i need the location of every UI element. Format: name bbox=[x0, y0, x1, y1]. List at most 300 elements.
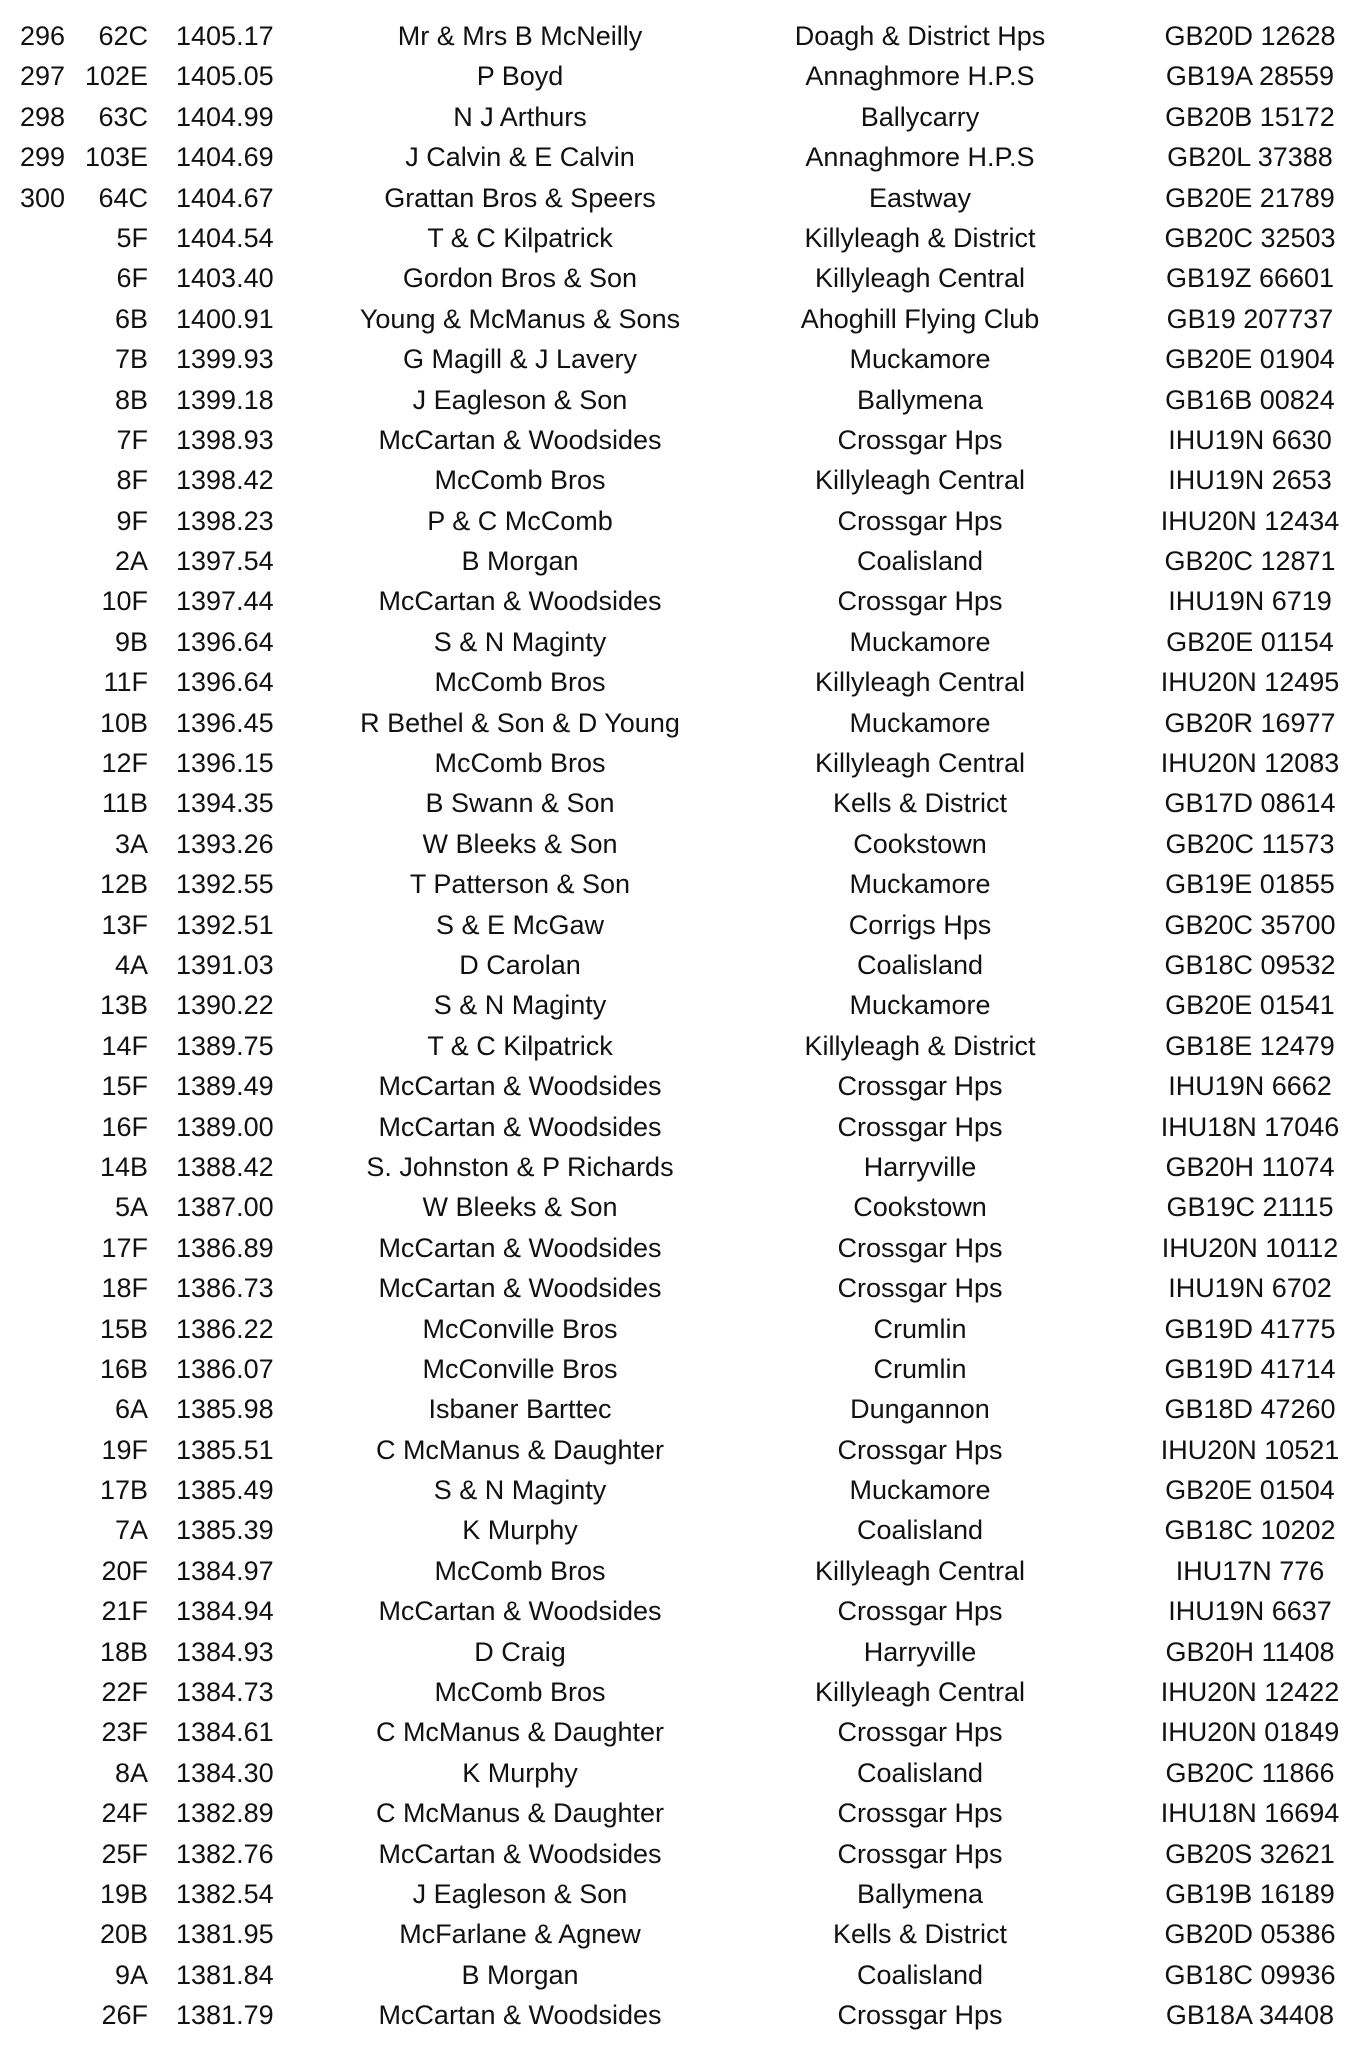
club-cell: Killyleagh Central bbox=[814, 1555, 1026, 1586]
fancier-name-cell: S. Johnston & P Richards bbox=[366, 1151, 674, 1182]
table-row bbox=[0, 622, 1365, 662]
velocity-cell: 1398.93 bbox=[176, 424, 274, 455]
club-cell: Muckamore bbox=[849, 869, 991, 900]
section-cell: 4A bbox=[114, 949, 148, 980]
velocity-cell: 1391.03 bbox=[176, 949, 274, 980]
position-cell: 299 bbox=[20, 142, 66, 173]
ring-number-cell: GB19 207737 bbox=[1166, 303, 1334, 334]
section-cell: 22F bbox=[101, 1677, 148, 1708]
club-cell: Ballymena bbox=[856, 1878, 984, 1909]
ring-number-cell: GB20E 01154 bbox=[1166, 626, 1334, 657]
fancier-name-cell: McComb Bros bbox=[434, 465, 606, 496]
velocity-cell: 1399.93 bbox=[176, 344, 274, 375]
ring-number-cell: GB20B 15172 bbox=[1165, 101, 1335, 132]
fancier-name-cell: McCartan & Woodsides bbox=[378, 1232, 662, 1263]
club-cell: Crossgar Hps bbox=[837, 424, 1003, 455]
fancier-name-cell: McCartan & Woodsides bbox=[378, 586, 662, 617]
table-row bbox=[0, 1995, 1365, 2035]
fancier-name-cell: T Patterson & Son bbox=[409, 869, 631, 900]
fancier-name-cell: Isbaner Barttec bbox=[428, 1394, 612, 1425]
section-cell: 5F bbox=[116, 222, 148, 253]
section-cell: 11F bbox=[103, 667, 148, 698]
velocity-cell: 1396.64 bbox=[176, 667, 274, 698]
club-cell: Muckamore bbox=[849, 990, 991, 1021]
table-row bbox=[0, 1753, 1365, 1793]
fancier-name-cell: McCartan & Woodsides bbox=[378, 424, 662, 455]
club-cell: Killyleagh & District bbox=[804, 1030, 1036, 1061]
table-row bbox=[0, 541, 1365, 581]
section-cell: 6B bbox=[114, 303, 148, 334]
table-row bbox=[0, 1834, 1365, 1874]
section-cell: 17F bbox=[101, 1232, 148, 1263]
table-row bbox=[0, 1107, 1365, 1147]
section-cell: 63C bbox=[98, 101, 148, 132]
ring-number-cell: GB20S 32621 bbox=[1165, 1838, 1335, 1869]
club-cell: Coalisland bbox=[856, 1515, 984, 1546]
section-cell: 9A bbox=[114, 1959, 148, 1990]
table-row bbox=[0, 1591, 1365, 1631]
position-cell: 297 bbox=[20, 61, 66, 92]
ring-number-cell: IHU20N 10521 bbox=[1160, 1434, 1340, 1465]
fancier-name-cell: S & N Maginty bbox=[433, 1475, 607, 1506]
club-cell: Ballycarry bbox=[860, 101, 980, 132]
table-row bbox=[0, 1430, 1365, 1470]
fancier-name-cell: K Murphy bbox=[462, 1515, 578, 1546]
fancier-name-cell: Young & McManus & Sons bbox=[359, 303, 681, 334]
club-cell: Dungannon bbox=[850, 1394, 990, 1425]
section-cell: 13B bbox=[99, 990, 148, 1021]
table-row bbox=[0, 1470, 1365, 1510]
section-cell: 21F bbox=[101, 1596, 148, 1627]
velocity-cell: 1382.54 bbox=[176, 1878, 274, 1909]
ring-number-cell: GB20C 11573 bbox=[1165, 828, 1335, 859]
section-cell: 24F bbox=[101, 1798, 148, 1829]
club-cell: Coalisland bbox=[856, 546, 984, 577]
club-cell: Doagh & District Hps bbox=[794, 21, 1046, 51]
section-cell: 7A bbox=[114, 1515, 148, 1546]
velocity-cell: 1381.84 bbox=[176, 1959, 274, 1990]
ring-number-cell: IHU20N 01849 bbox=[1160, 1717, 1340, 1748]
fancier-name-cell: D Carolan bbox=[459, 949, 581, 980]
velocity-cell: 1397.54 bbox=[176, 546, 274, 577]
ring-number-cell: IHU20N 12422 bbox=[1160, 1677, 1340, 1708]
fancier-name-cell: D Craig bbox=[474, 1636, 566, 1667]
club-cell: Ballymena bbox=[856, 384, 984, 415]
ring-number-cell: IHU19N 6630 bbox=[1168, 424, 1332, 455]
velocity-cell: 1404.69 bbox=[176, 142, 274, 173]
table-row bbox=[0, 1955, 1365, 1995]
velocity-cell: 1385.51 bbox=[176, 1434, 274, 1465]
club-cell: Killyleagh Central bbox=[814, 667, 1026, 698]
velocity-cell: 1392.51 bbox=[176, 909, 274, 940]
fancier-name-cell: B Swann & Son bbox=[425, 788, 615, 819]
club-cell: Killyleagh Central bbox=[814, 748, 1026, 779]
fancier-name-cell: McCartan & Woodsides bbox=[378, 1111, 662, 1142]
velocity-cell: 1384.93 bbox=[176, 1636, 274, 1667]
table-row bbox=[0, 460, 1365, 500]
table-row bbox=[0, 703, 1365, 743]
velocity-cell: 1405.17 bbox=[176, 21, 274, 51]
section-cell: 15F bbox=[101, 1071, 148, 1102]
table-row bbox=[0, 581, 1365, 621]
fancier-name-cell: P & C McComb bbox=[427, 505, 613, 536]
section-cell: 19F bbox=[101, 1434, 148, 1465]
position-cell: 300 bbox=[20, 182, 66, 213]
section-cell: 13F bbox=[101, 909, 148, 940]
fancier-name-cell: Grattan Bros & Speers bbox=[384, 182, 656, 213]
fancier-name-cell: T & C Kilpatrick bbox=[427, 222, 613, 253]
ring-number-cell: GB19A 28559 bbox=[1165, 61, 1335, 92]
ring-number-cell: IHU19N 6662 bbox=[1168, 1071, 1332, 1102]
ring-number-cell: GB20E 01904 bbox=[1165, 344, 1335, 375]
table-row bbox=[0, 1349, 1365, 1389]
club-cell: Killyleagh Central bbox=[814, 1677, 1026, 1708]
table-row bbox=[0, 16, 1365, 56]
fancier-name-cell: J Calvin & E Calvin bbox=[405, 142, 635, 173]
section-cell: 20F bbox=[101, 1555, 148, 1586]
section-cell: 2A bbox=[114, 546, 148, 577]
velocity-cell: 1381.95 bbox=[176, 1919, 274, 1950]
ring-number-cell: GB20H 11074 bbox=[1165, 1151, 1335, 1182]
club-cell: Crossgar Hps bbox=[837, 1596, 1003, 1627]
club-cell: Coalisland bbox=[856, 949, 984, 980]
fancier-name-cell: McCartan & Woodsides bbox=[378, 1596, 662, 1627]
fancier-name-cell: K Murphy bbox=[462, 1757, 578, 1788]
table-row bbox=[0, 1551, 1365, 1591]
section-cell: 12F bbox=[101, 748, 148, 779]
velocity-cell: 1389.00 bbox=[176, 1111, 274, 1142]
velocity-cell: 1404.54 bbox=[176, 222, 274, 253]
table-row bbox=[0, 662, 1365, 702]
section-cell: 26F bbox=[101, 2000, 148, 2031]
ring-number-cell: GB20C 11866 bbox=[1165, 1757, 1335, 1788]
ring-number-cell: IHU20N 12083 bbox=[1160, 748, 1340, 779]
velocity-cell: 1386.22 bbox=[176, 1313, 274, 1344]
table-row bbox=[0, 1793, 1365, 1833]
club-cell: Crumlin bbox=[873, 1353, 967, 1384]
ring-number-cell: GB20H 11408 bbox=[1165, 1636, 1335, 1667]
fancier-name-cell: Gordon Bros & Son bbox=[402, 263, 638, 294]
velocity-cell: 1394.35 bbox=[176, 788, 274, 819]
velocity-cell: 1386.73 bbox=[176, 1273, 274, 1304]
velocity-cell: 1385.39 bbox=[176, 1515, 274, 1546]
velocity-cell: 1385.49 bbox=[176, 1475, 274, 1506]
fancier-name-cell: McCartan & Woodsides bbox=[378, 1071, 662, 1102]
velocity-cell: 1389.75 bbox=[176, 1030, 274, 1061]
velocity-cell: 1384.73 bbox=[176, 1677, 274, 1708]
fancier-name-cell: McConville Bros bbox=[422, 1353, 618, 1384]
club-cell: Killyleagh Central bbox=[814, 263, 1026, 294]
club-cell: Crossgar Hps bbox=[837, 1717, 1003, 1748]
table-row bbox=[0, 1874, 1365, 1914]
club-cell: Coalisland bbox=[856, 1959, 984, 1990]
ring-number-cell: GB20D 12628 bbox=[1164, 21, 1336, 51]
position-cell: 296 bbox=[20, 21, 66, 51]
fancier-name-cell: S & N Maginty bbox=[433, 626, 607, 657]
section-cell: 14B bbox=[99, 1151, 148, 1182]
section-cell: 3A bbox=[114, 828, 148, 859]
section-cell: 25F bbox=[101, 1838, 148, 1869]
velocity-cell: 1381.79 bbox=[176, 2000, 274, 2031]
ring-number-cell: GB18C 09532 bbox=[1164, 949, 1336, 980]
ring-number-cell: IHU19N 2653 bbox=[1168, 465, 1332, 496]
ring-number-cell: GB19Z 66601 bbox=[1165, 263, 1335, 294]
table-row bbox=[0, 178, 1365, 218]
velocity-cell: 1399.18 bbox=[176, 384, 274, 415]
table-row bbox=[0, 258, 1365, 298]
fancier-name-cell: McComb Bros bbox=[434, 1677, 606, 1708]
ring-number-cell: GB20C 32503 bbox=[1164, 222, 1336, 253]
section-cell: 16F bbox=[101, 1111, 148, 1142]
velocity-cell: 1384.94 bbox=[176, 1596, 274, 1627]
section-cell: 102E bbox=[84, 61, 148, 92]
velocity-cell: 1398.23 bbox=[176, 505, 274, 536]
velocity-cell: 1397.44 bbox=[176, 586, 274, 617]
fancier-name-cell: McCartan & Woodsides bbox=[378, 2000, 662, 2031]
table-row bbox=[0, 1228, 1365, 1268]
ring-number-cell: GB18C 09936 bbox=[1164, 1959, 1336, 1990]
fancier-name-cell: C McManus & Daughter bbox=[375, 1798, 665, 1829]
section-cell: 20B bbox=[99, 1919, 148, 1950]
fancier-name-cell: Mr & Mrs B McNeilly bbox=[397, 21, 643, 51]
table-row bbox=[0, 783, 1365, 823]
table-row bbox=[0, 218, 1365, 258]
position-cell: 298 bbox=[20, 101, 66, 132]
club-cell: Crossgar Hps bbox=[837, 1838, 1003, 1869]
ring-number-cell: GB18A 34408 bbox=[1165, 2000, 1335, 2031]
section-cell: 8B bbox=[114, 384, 148, 415]
velocity-cell: 1386.07 bbox=[176, 1353, 274, 1384]
table-row bbox=[0, 1026, 1365, 1066]
velocity-cell: 1389.49 bbox=[176, 1071, 274, 1102]
club-cell: Crossgar Hps bbox=[837, 1273, 1003, 1304]
fancier-name-cell: J Eagleson & Son bbox=[412, 1878, 628, 1909]
section-cell: 5A bbox=[114, 1192, 148, 1223]
table-row bbox=[0, 985, 1365, 1025]
velocity-cell: 1396.64 bbox=[176, 626, 274, 657]
velocity-cell: 1396.15 bbox=[176, 748, 274, 779]
table-row bbox=[0, 339, 1365, 379]
table-row bbox=[0, 501, 1365, 541]
velocity-cell: 1384.30 bbox=[176, 1757, 274, 1788]
ring-number-cell: IHU18N 16694 bbox=[1160, 1798, 1340, 1829]
fancier-name-cell: McConville Bros bbox=[422, 1313, 618, 1344]
ring-number-cell: GB20C 35700 bbox=[1164, 909, 1336, 940]
ring-number-cell: GB19C 21115 bbox=[1166, 1192, 1334, 1223]
velocity-cell: 1398.42 bbox=[176, 465, 274, 496]
table-row bbox=[0, 1187, 1365, 1227]
table-row bbox=[0, 97, 1365, 137]
section-cell: 64C bbox=[98, 182, 148, 213]
club-cell: Muckamore bbox=[849, 1475, 991, 1506]
section-cell: 103E bbox=[84, 142, 148, 173]
section-cell: 18B bbox=[99, 1636, 148, 1667]
fancier-name-cell: C McManus & Daughter bbox=[375, 1434, 665, 1465]
club-cell: Cookstown bbox=[853, 1192, 987, 1223]
fancier-name-cell: McCartan & Woodsides bbox=[378, 1838, 662, 1869]
ring-number-cell: GB16B 00824 bbox=[1165, 384, 1335, 415]
ring-number-cell: IHU20N 12434 bbox=[1160, 505, 1340, 536]
club-cell: Crossgar Hps bbox=[837, 586, 1003, 617]
fancier-name-cell: McComb Bros bbox=[434, 667, 606, 698]
club-cell: Eastway bbox=[868, 182, 972, 213]
ring-number-cell: GB19D 41775 bbox=[1164, 1313, 1336, 1344]
ring-number-cell: IHU20N 12495 bbox=[1160, 667, 1340, 698]
fancier-name-cell: P Boyd bbox=[476, 61, 564, 92]
ring-number-cell: IHU17N 776 bbox=[1175, 1555, 1325, 1586]
ring-number-cell: GB18C 10202 bbox=[1164, 1515, 1336, 1546]
ring-number-cell: GB18E 12479 bbox=[1165, 1030, 1335, 1061]
club-cell: Kells & District bbox=[832, 788, 1008, 819]
ring-number-cell: IHU20N 10112 bbox=[1161, 1232, 1339, 1263]
section-cell: 8A bbox=[114, 1757, 148, 1788]
table-row bbox=[0, 1712, 1365, 1752]
velocity-cell: 1384.61 bbox=[176, 1717, 274, 1748]
club-cell: Crossgar Hps bbox=[837, 1232, 1003, 1263]
club-cell: Muckamore bbox=[849, 626, 991, 657]
velocity-cell: 1392.55 bbox=[176, 869, 274, 900]
ring-number-cell: GB20D 05386 bbox=[1164, 1919, 1336, 1950]
section-cell: 16B bbox=[99, 1353, 148, 1384]
club-cell: Crossgar Hps bbox=[837, 1798, 1003, 1829]
club-cell: Annaghmore H.P.S bbox=[805, 142, 1035, 173]
section-cell: 62C bbox=[98, 21, 148, 51]
club-cell: Harryville bbox=[863, 1151, 977, 1182]
section-cell: 12B bbox=[99, 869, 148, 900]
section-cell: 9F bbox=[116, 505, 148, 536]
ring-number-cell: GB19B 16189 bbox=[1165, 1878, 1335, 1909]
ring-number-cell: GB20R 16977 bbox=[1164, 707, 1336, 738]
club-cell: Muckamore bbox=[849, 707, 991, 738]
fancier-name-cell: McCartan & Woodsides bbox=[378, 1273, 662, 1304]
club-cell: Crossgar Hps bbox=[837, 2000, 1003, 2031]
club-cell: Kells & District bbox=[832, 1919, 1008, 1950]
fancier-name-cell: C McManus & Daughter bbox=[375, 1717, 665, 1748]
section-cell: 14F bbox=[101, 1030, 148, 1061]
ring-number-cell: GB18D 47260 bbox=[1164, 1394, 1336, 1425]
section-cell: 9B bbox=[114, 626, 148, 657]
table-row bbox=[0, 743, 1365, 783]
section-cell: 10B bbox=[99, 707, 148, 738]
section-cell: 6A bbox=[114, 1394, 148, 1425]
table-row bbox=[0, 299, 1365, 339]
velocity-cell: 1400.91 bbox=[176, 303, 274, 334]
velocity-cell: 1405.05 bbox=[176, 61, 274, 92]
velocity-cell: 1386.89 bbox=[176, 1232, 274, 1263]
club-cell: Killyleagh Central bbox=[814, 465, 1026, 496]
fancier-name-cell: W Bleeks & Son bbox=[422, 828, 618, 859]
velocity-cell: 1404.99 bbox=[176, 101, 274, 132]
section-cell: 17B bbox=[99, 1475, 148, 1506]
club-cell: Muckamore bbox=[849, 344, 991, 375]
section-cell: 6F bbox=[116, 263, 148, 294]
velocity-cell: 1388.42 bbox=[176, 1151, 274, 1182]
table-row bbox=[0, 1147, 1365, 1187]
club-cell: Crossgar Hps bbox=[837, 505, 1003, 536]
ring-number-cell: IHU19N 6637 bbox=[1168, 1596, 1332, 1627]
ring-number-cell: GB20L 37388 bbox=[1167, 142, 1333, 173]
table-row bbox=[0, 864, 1365, 904]
section-cell: 7B bbox=[114, 344, 148, 375]
fancier-name-cell: S & E McGaw bbox=[435, 909, 605, 940]
table-row bbox=[0, 56, 1365, 96]
velocity-cell: 1387.00 bbox=[176, 1192, 274, 1223]
section-cell: 19B bbox=[99, 1878, 148, 1909]
table-row bbox=[0, 1066, 1365, 1106]
velocity-cell: 1382.89 bbox=[176, 1798, 274, 1829]
ring-number-cell: GB20E 21789 bbox=[1165, 182, 1335, 213]
fancier-name-cell: McFarlane & Agnew bbox=[399, 1919, 641, 1950]
fancier-name-cell: J Eagleson & Son bbox=[412, 384, 628, 415]
club-cell: Crossgar Hps bbox=[837, 1434, 1003, 1465]
fancier-name-cell: S & N Maginty bbox=[433, 990, 607, 1021]
table-row bbox=[0, 1632, 1365, 1672]
table-row bbox=[0, 945, 1365, 985]
section-cell: 15B bbox=[99, 1313, 148, 1344]
velocity-cell: 1390.22 bbox=[176, 990, 274, 1021]
table-row bbox=[0, 905, 1365, 945]
table-row bbox=[0, 380, 1365, 420]
section-cell: 10F bbox=[101, 586, 148, 617]
velocity-cell: 1384.97 bbox=[176, 1555, 274, 1586]
fancier-name-cell: R Bethel & Son & D Young bbox=[360, 707, 680, 738]
ring-number-cell: IHU19N 6719 bbox=[1168, 586, 1332, 617]
velocity-cell: 1393.26 bbox=[176, 828, 274, 859]
fancier-name-cell: T & C Kilpatrick bbox=[427, 1030, 613, 1061]
club-cell: Killyleagh & District bbox=[804, 222, 1036, 253]
club-cell: Crumlin bbox=[873, 1313, 967, 1344]
fancier-name-cell: G Magill & J Lavery bbox=[402, 344, 638, 375]
section-cell: 23F bbox=[101, 1717, 148, 1748]
table-row bbox=[0, 420, 1365, 460]
club-cell: Crossgar Hps bbox=[837, 1071, 1003, 1102]
ring-number-cell: GB20E 01541 bbox=[1165, 990, 1335, 1021]
velocity-cell: 1385.98 bbox=[176, 1394, 274, 1425]
ring-number-cell: GB19D 41714 bbox=[1164, 1353, 1336, 1384]
club-cell: Corrigs Hps bbox=[848, 909, 992, 940]
section-cell: 11B bbox=[101, 788, 148, 819]
table-row bbox=[0, 1309, 1365, 1349]
table-row bbox=[0, 1389, 1365, 1429]
ring-number-cell: IHU18N 17046 bbox=[1160, 1111, 1340, 1142]
fancier-name-cell: McComb Bros bbox=[434, 1555, 606, 1586]
ring-number-cell: GB17D 08614 bbox=[1164, 788, 1336, 819]
section-cell: 7F bbox=[116, 424, 148, 455]
club-cell: Harryville bbox=[863, 1636, 977, 1667]
ring-number-cell: GB20E 01504 bbox=[1165, 1475, 1335, 1506]
ring-number-cell: GB20C 12871 bbox=[1164, 546, 1336, 577]
velocity-cell: 1396.45 bbox=[176, 707, 274, 738]
ring-number-cell: GB19E 01855 bbox=[1165, 869, 1335, 900]
table-row bbox=[0, 137, 1365, 177]
velocity-cell: 1404.67 bbox=[176, 182, 274, 213]
velocity-cell: 1403.40 bbox=[176, 263, 274, 294]
table-row bbox=[0, 824, 1365, 864]
fancier-name-cell: McComb Bros bbox=[434, 748, 606, 779]
club-cell: Crossgar Hps bbox=[837, 1111, 1003, 1142]
club-cell: Annaghmore H.P.S bbox=[805, 61, 1035, 92]
fancier-name-cell: B Morgan bbox=[461, 546, 579, 577]
table-row bbox=[0, 1268, 1365, 1308]
club-cell: Coalisland bbox=[856, 1757, 984, 1788]
fancier-name-cell: W Bleeks & Son bbox=[422, 1192, 618, 1223]
club-cell: Cookstown bbox=[853, 828, 987, 859]
table-row bbox=[0, 1510, 1365, 1550]
fancier-name-cell: N J Arthurs bbox=[453, 101, 587, 132]
section-cell: 18F bbox=[101, 1273, 148, 1304]
table-row bbox=[0, 1914, 1365, 1954]
section-cell: 8F bbox=[116, 465, 148, 496]
